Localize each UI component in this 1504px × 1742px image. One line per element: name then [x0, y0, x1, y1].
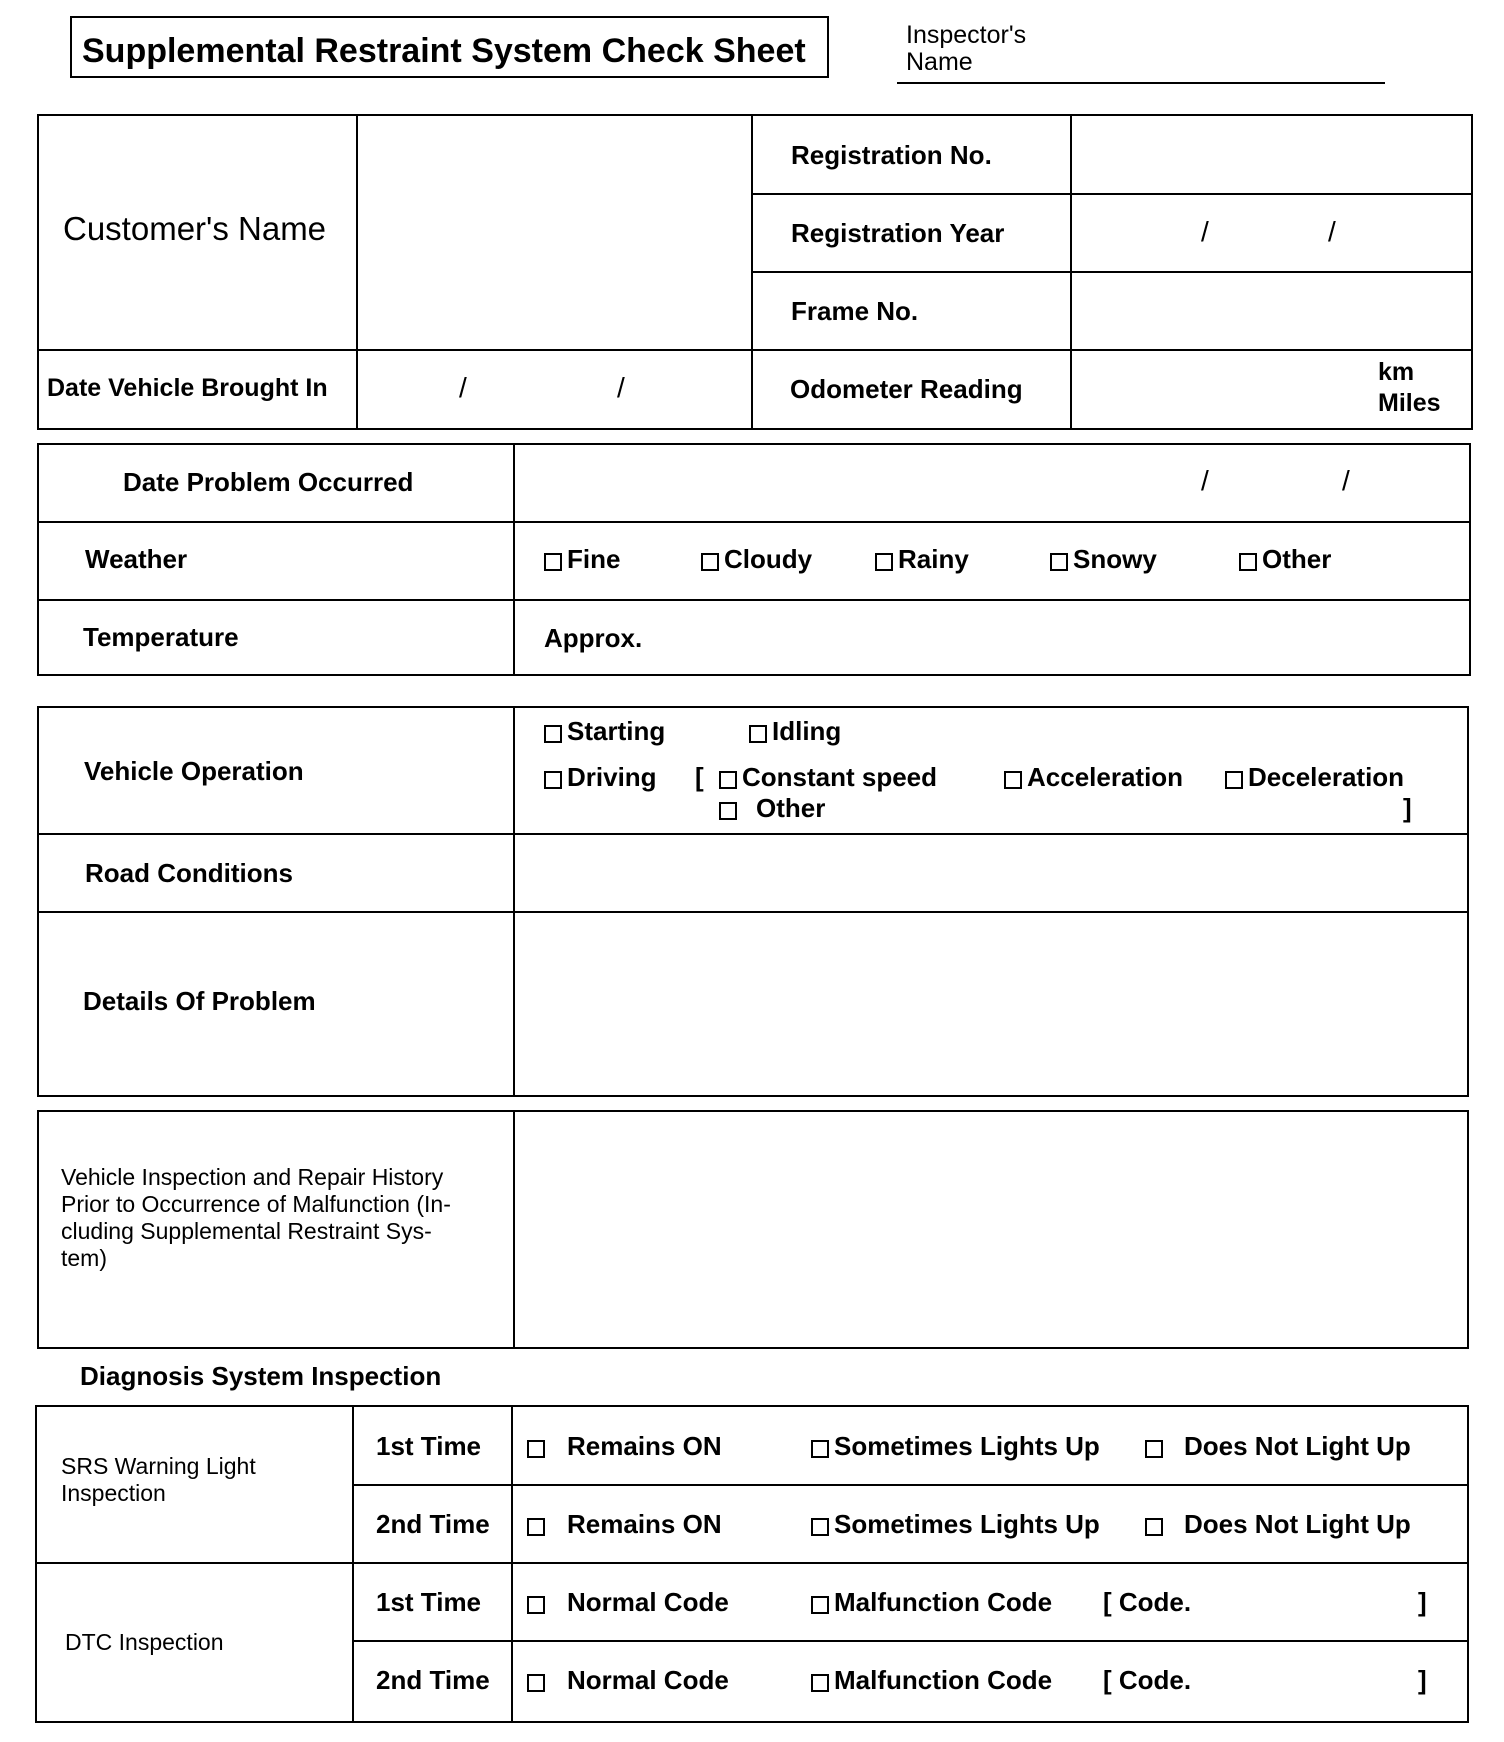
registration-no-field[interactable] [1072, 116, 1471, 193]
dtc-1-malfunction-checkbox[interactable] [811, 1596, 829, 1614]
dtc-2-code-label: [ Code. [1103, 1665, 1192, 1695]
weather-snowy-label: Snowy [1073, 544, 1157, 574]
history-line-2: Prior to Occurrence of Malfunction (In- [61, 1191, 451, 1217]
dtc-second-time-label: 2nd Time [376, 1665, 490, 1695]
diagnosis-heading: Diagnosis System Inspection [80, 1361, 442, 1391]
registration-year-slash-2: / [1328, 216, 1336, 247]
starting-label: Starting [567, 716, 666, 746]
date-brought-in-label: Date Vehicle Brought In [47, 374, 328, 402]
inspector-label-line2: Name [906, 48, 973, 76]
weather-rainy-checkbox[interactable] [875, 553, 893, 571]
operation-table [37, 706, 1469, 1097]
srs-1-does-not-label: Does Not Light Up [1184, 1431, 1411, 1461]
odometer-label: Odometer Reading [790, 374, 1023, 404]
inspector-label-line1: Inspector's [906, 21, 1027, 49]
deceleration-checkbox[interactable] [1225, 771, 1243, 789]
srs-1-sometimes-label: Sometimes Lights Up [834, 1431, 1100, 1461]
dtc-1-normal-checkbox[interactable] [527, 1596, 545, 1614]
srs-warning-label [61, 1453, 256, 1507]
title-box [70, 16, 829, 78]
details-label: Details Of Problem [83, 986, 316, 1016]
customer-name-label: Customer's Name [63, 210, 327, 247]
acceleration-checkbox[interactable] [1004, 771, 1022, 789]
history-table [37, 1110, 1469, 1349]
srs-warning-line2: Inspection [61, 1480, 166, 1506]
deceleration-label: Deceleration [1248, 762, 1405, 792]
road-conditions-label: Road Conditions [85, 858, 293, 888]
srs-warning-line1: SRS Warning Light [61, 1453, 256, 1479]
starting-checkbox[interactable] [544, 725, 562, 743]
date-problem-label: Date Problem Occurred [123, 467, 414, 497]
idling-label: Idling [772, 716, 842, 746]
srs-1-sometimes-checkbox[interactable] [811, 1440, 829, 1458]
dtc-2-malfunction-checkbox[interactable] [811, 1674, 829, 1692]
dtc-1-normal-label: Normal Code [567, 1587, 729, 1617]
road-conditions-field[interactable] [515, 835, 1467, 911]
temperature-label: Temperature [83, 622, 239, 652]
srs-2-does-not-label: Does Not Light Up [1184, 1509, 1411, 1539]
constant-speed-checkbox[interactable] [719, 771, 737, 789]
weather-fine-label: Fine [567, 544, 621, 574]
constant-speed-label: Constant speed [742, 762, 938, 792]
dtc-1-malfunction-label: Malfunction Code [834, 1587, 1053, 1617]
dtc-2-normal-label: Normal Code [567, 1665, 729, 1695]
driving-checkbox[interactable] [544, 771, 562, 789]
vehicle-info-table [37, 114, 1473, 430]
registration-no-label: Registration No. [791, 140, 992, 170]
weather-label: Weather [85, 544, 188, 574]
date-problem-slash-1: / [1201, 465, 1209, 496]
weather-cloudy-label: Cloudy [724, 544, 813, 574]
srs-2-remains-on-checkbox[interactable] [527, 1518, 545, 1536]
weather-other-label: Other [1262, 544, 1332, 574]
dtc-2-malfunction-label: Malfunction Code [834, 1665, 1053, 1695]
dtc-1-bracket-close: ] [1418, 1587, 1427, 1617]
history-line-1: Vehicle Inspection and Repair History [61, 1164, 444, 1190]
srs-2-sometimes-label: Sometimes Lights Up [834, 1509, 1100, 1539]
history-line-4: tem) [61, 1245, 107, 1271]
driving-other-label: Other [756, 793, 826, 823]
srs-2-does-not-checkbox[interactable] [1145, 1518, 1163, 1536]
diagnosis-table [35, 1405, 1469, 1723]
driving-bracket-close: ] [1403, 793, 1412, 823]
acceleration-label: Acceleration [1027, 762, 1184, 792]
srs-2-sometimes-checkbox[interactable] [811, 1518, 829, 1536]
weather-snowy-checkbox[interactable] [1050, 553, 1068, 571]
frame-no-field[interactable] [1072, 273, 1471, 349]
vehicle-operation-label: Vehicle Operation [84, 756, 304, 786]
srs-1-remains-on-label: Remains ON [567, 1431, 722, 1461]
dtc-2-bracket-close: ] [1418, 1665, 1427, 1695]
idling-checkbox[interactable] [749, 725, 767, 743]
dtc-1-code-label: [ Code. [1103, 1587, 1192, 1617]
srs-first-time-label: 1st Time [376, 1431, 482, 1461]
inspector-name-label [906, 22, 1026, 76]
history-label [61, 1164, 501, 1272]
dtc-inspection-label: DTC Inspection [65, 1629, 224, 1655]
history-line-3: cluding Supplemental Restraint Sys- [61, 1218, 432, 1244]
dtc-first-time-label: 1st Time [376, 1587, 482, 1617]
srs-2-remains-on-label: Remains ON [567, 1509, 722, 1539]
unit-km: km [1378, 358, 1415, 386]
dtc-2-normal-checkbox[interactable] [527, 1674, 545, 1692]
page-title: Supplemental Restraint System Check Sheet [82, 32, 806, 70]
registration-year-slash-1: / [1201, 216, 1209, 247]
weather-fine-checkbox[interactable] [544, 553, 562, 571]
date-brought-slash-2: / [617, 372, 625, 403]
unit-miles: Miles [1378, 389, 1441, 417]
driving-bracket-open: [ [695, 762, 704, 792]
date-brought-slash-1: / [459, 372, 467, 403]
problem-conditions-table [37, 443, 1471, 676]
history-field[interactable] [515, 1112, 1467, 1347]
driving-other-checkbox[interactable] [719, 802, 737, 820]
weather-other-checkbox[interactable] [1239, 553, 1257, 571]
srs-1-remains-on-checkbox[interactable] [527, 1440, 545, 1458]
details-field[interactable] [515, 913, 1467, 1095]
srs-1-does-not-checkbox[interactable] [1145, 1440, 1163, 1458]
date-problem-slash-2: / [1342, 465, 1350, 496]
weather-cloudy-checkbox[interactable] [701, 553, 719, 571]
driving-label: Driving [567, 762, 657, 792]
weather-rainy-label: Rainy [898, 544, 969, 574]
customer-name-field[interactable] [358, 116, 751, 349]
srs-second-time-label: 2nd Time [376, 1509, 490, 1539]
registration-year-label: Registration Year [791, 218, 1005, 248]
frame-no-label: Frame No. [791, 296, 919, 326]
inspector-name-field[interactable] [897, 82, 1385, 84]
temperature-approx: Approx. [544, 623, 643, 653]
